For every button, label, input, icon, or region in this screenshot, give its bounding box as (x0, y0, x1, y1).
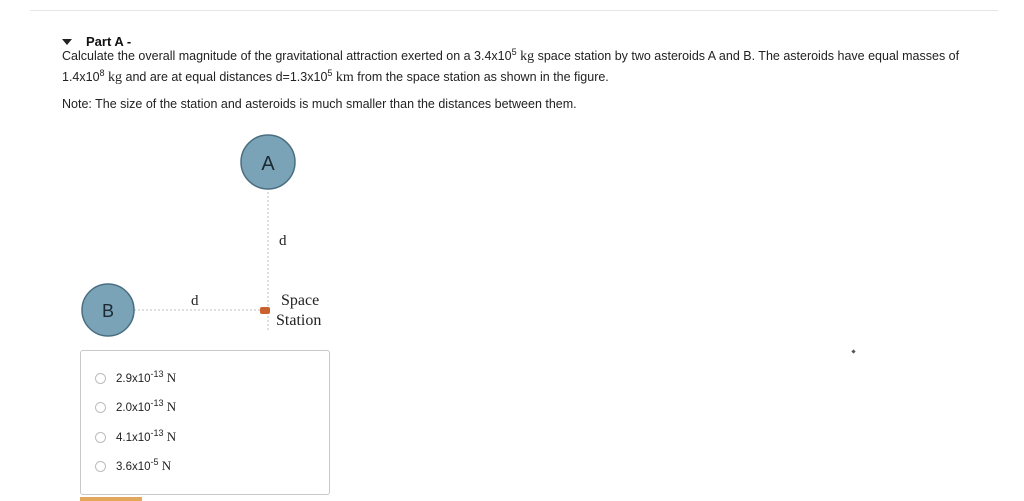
distance-label-vertical: d (279, 233, 287, 249)
stray-mark (851, 349, 855, 353)
submit-button-edge[interactable] (80, 497, 142, 501)
radio-button[interactable] (95, 461, 106, 472)
asteroid-b-label: B (101, 301, 115, 321)
top-divider (30, 10, 998, 11)
answer-label: $2.9x10^{-13}$ N (116, 369, 177, 385)
radio-button[interactable] (95, 373, 106, 384)
asteroid-a (241, 135, 295, 189)
answer-label: $3.6x10^{-5}$ N (116, 457, 172, 473)
radio-button[interactable] (95, 432, 106, 443)
answer-options (80, 350, 330, 495)
distance-label-horizontal: d (191, 293, 199, 309)
asteroid-a-label: A (261, 153, 275, 175)
station-label-line1: Space (281, 292, 320, 309)
space-station-marker (260, 307, 270, 314)
answer-label: $4.1x10^{-13}$ N (116, 428, 177, 444)
question-text: Calculate the overall magnitude of the gravitational attraction exerted on a $3.4x10^5$ kg space station by two asteroids A and B. The asteroids have equal masses of $1.4x10^8$ kg and are at equal distances $d=1.3x10^5$ km from the space station as shown in the figure. (62, 46, 960, 85)
part-title: Part A - (86, 34, 132, 49)
answer-option-2[interactable] (95, 399, 176, 415)
answer-label: $2.0x10^{-13}$ N (116, 398, 177, 414)
answer-option-4[interactable] (95, 458, 171, 474)
answer-option-1[interactable] (95, 370, 176, 386)
station-label-line2: Station (276, 312, 322, 329)
note-text: Note: The size of the station and asteroids is much smaller than the distances between them. (62, 97, 577, 111)
caret-down-icon (62, 39, 72, 45)
asteroid-b (82, 284, 134, 336)
answer-option-3[interactable] (95, 429, 176, 445)
radio-button[interactable] (95, 402, 106, 413)
